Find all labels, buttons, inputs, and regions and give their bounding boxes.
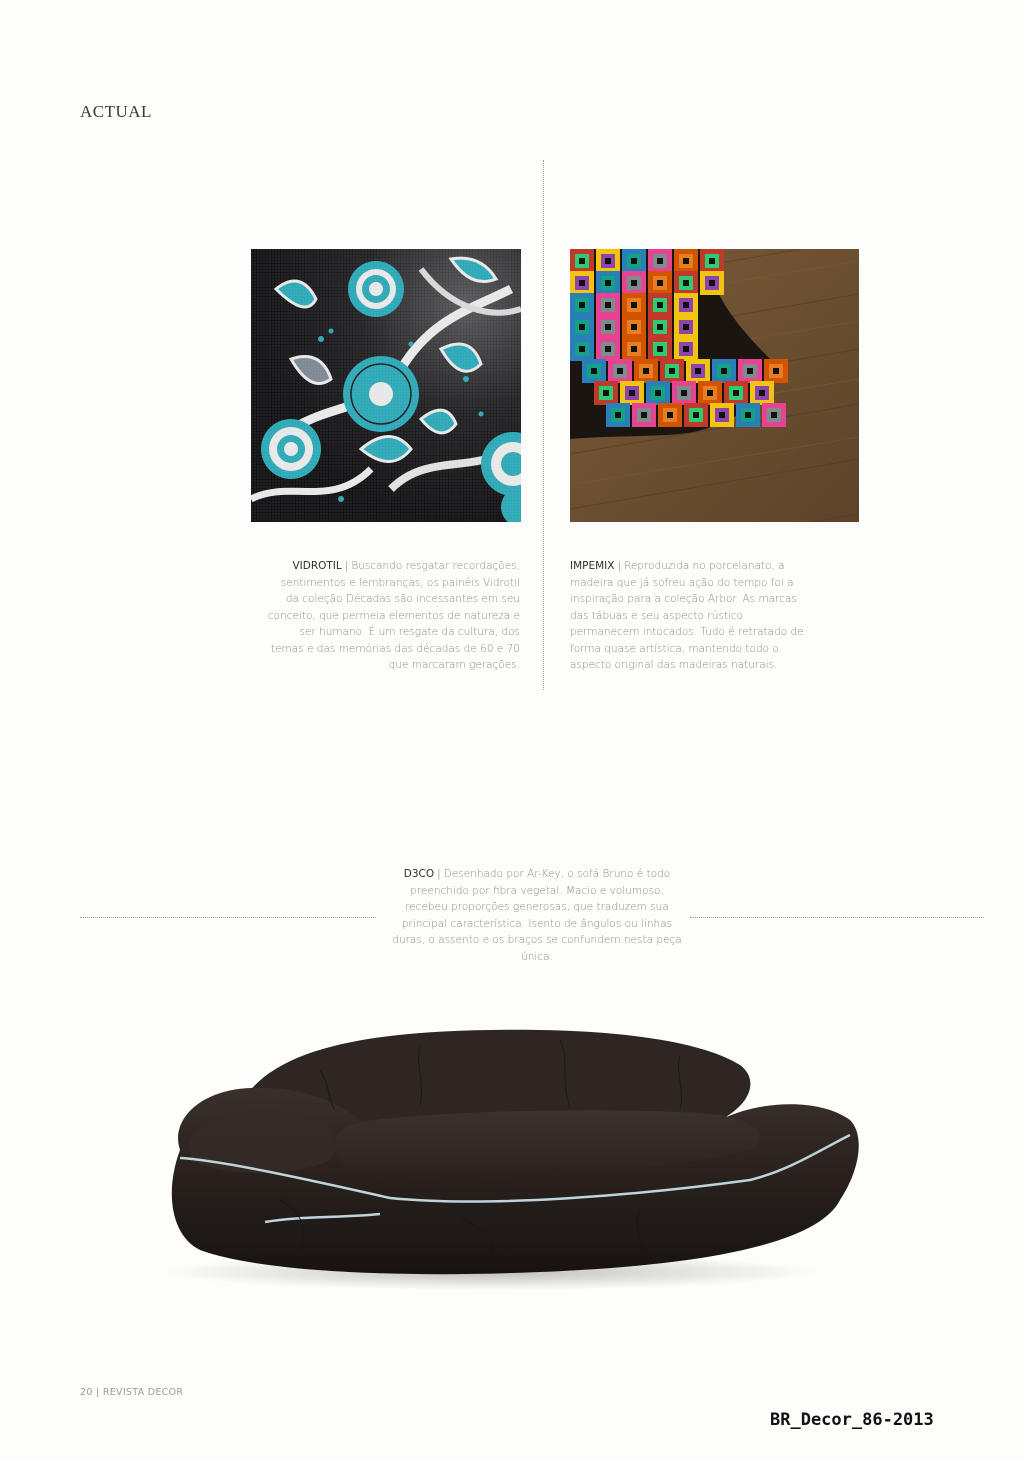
brand-d3co: D3CO xyxy=(403,868,435,880)
caption-text: Reproduzida no porcelanato, a madeira que já sofreu ação do tempo foi a inspiração para a coleção Arbor. As marcas das tábuas e seu aspecto rústico permanecem intocados. Tudo é retratado de forma quase artística, mantendo todo o aspecto original das madeiras naturais. xyxy=(570,560,804,671)
brand-impemix: IMPEMIX xyxy=(570,560,615,572)
caption-d3co xyxy=(392,866,682,965)
caption-separator: | xyxy=(437,868,441,880)
vidrotil-mosaic-photo xyxy=(251,249,521,522)
caption-separator: | xyxy=(617,560,622,572)
dotted-rule-left xyxy=(80,917,376,918)
impemix-floor-photo xyxy=(570,249,859,522)
bruno-sofa-photo xyxy=(160,1010,860,1290)
caption-separator: | xyxy=(344,560,349,572)
dotted-rule-right xyxy=(690,917,984,918)
caption-text: Desenhado por Ar-Key, o sofá Bruno é todo preenchido por fibra vegetal. Macio e volumoso, recebeu proporções generosas, que traduzem sua principal característica. Isento de ângulos ou linhas duras, o assento e os braços se confundem nesta peça única. xyxy=(392,868,682,963)
scan-watermark: BR_Decor_86-2013 xyxy=(770,1410,934,1430)
caption-text: Buscando resgatar recordações, sentimentos e lembranças, os painéis Vidrotil da coleção Décadas são incessantes em seu conceito, que permeia elementos de natureza e ser humano. É um resgate da cultura, dos temas e das memórias das décadas de 60 e 70 que marcaram gerações. xyxy=(267,560,520,671)
brand-vidrotil: VIDROTIL xyxy=(292,560,342,572)
column-divider xyxy=(543,160,544,690)
page-folio: 20 | REVISTA DECOR xyxy=(80,1387,184,1398)
section-title: ACTUAL xyxy=(80,102,152,121)
caption-vidrotil xyxy=(266,558,520,674)
caption-impemix xyxy=(570,558,806,674)
